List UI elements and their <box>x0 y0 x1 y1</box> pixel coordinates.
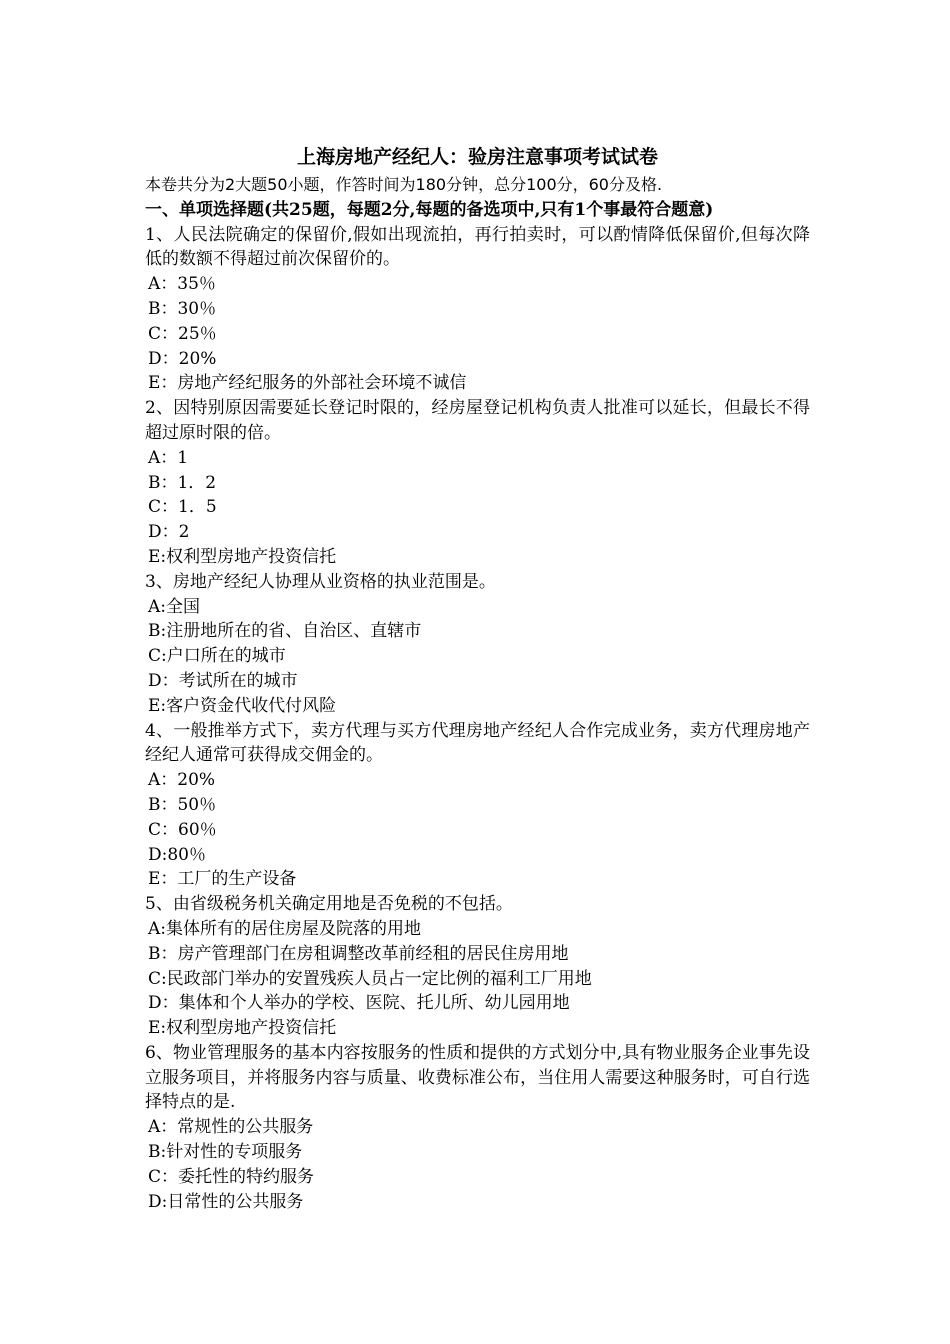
question-stem: 2、因特别原因需要延长登记时限的，经房屋登记机构负责人批准可以延长，但最长不得超过原时限的倍。 <box>145 398 810 443</box>
option-a: A:集体所有的居住房屋及院落的用地 <box>148 918 422 939</box>
question-stem: 6、物业管理服务的基本内容按服务的性质和提供的方式划分中,具有物业服务企业事先设立服务项目，并将服务内容与质量、收费标准公布，当住用人需要这种服务时，可自行选择特点的是. <box>145 1042 810 1113</box>
question-2 <box>145 396 810 570</box>
question-5 <box>145 892 810 1041</box>
question-3 <box>145 570 810 719</box>
question-4 <box>145 719 810 893</box>
option-b: B：房产管理部门在房租调整改革前经租的居民住房用地 <box>148 943 569 964</box>
question-stem: 5、由省级税务机关确定用地是否免税的不包括。 <box>145 894 513 915</box>
option-e: E:客户资金代收代付风险 <box>148 695 337 716</box>
option-b: B：50％ <box>148 794 217 815</box>
question-stem: 1、人民法院确定的保留价,假如出现流拍，再行拍卖时，可以酌情降低保留价,但每次降低的数额不得超过前次保留价的。 <box>145 224 810 270</box>
exam-intro: 本卷共分为2大题50小题，作答时间为180分钟，总分100分，60分及格. <box>145 175 663 194</box>
option-d: D:80％ <box>148 844 206 865</box>
question-stem: 3、房地产经纪人协理从业资格的执业范围是。 <box>145 571 496 592</box>
option-a: A：35％ <box>148 274 216 295</box>
option-a: A：1 <box>148 447 189 468</box>
option-c: C：25％ <box>148 323 217 344</box>
option-d: D：20% <box>148 348 217 369</box>
option-b: B:注册地所在的省、自治区、直辖市 <box>148 621 422 642</box>
option-c: C:民政部门举办的安置残疾人员占一定比例的福利工厂用地 <box>148 968 592 989</box>
question-6 <box>145 1041 810 1215</box>
option-c: C:户口所在的城市 <box>148 646 286 667</box>
exam-page <box>145 143 810 1214</box>
option-e: E:权利型房地产投资信托 <box>148 1018 337 1039</box>
option-e: E:权利型房地产投资信托 <box>148 546 337 567</box>
option-c: C：60％ <box>148 819 217 840</box>
option-a: A：常规性的公共服务 <box>148 1117 314 1138</box>
question-stem: 4、一般推举方式下，卖方代理与买方代理房地产经纪人合作完成业务，卖方代理房地产经纪人通常可获得成交佣金的。 <box>145 720 810 766</box>
option-b: B：1．2 <box>148 472 217 493</box>
option-d: D：考试所在的城市 <box>148 670 298 691</box>
option-b: B:针对性的专项服务 <box>148 1142 303 1163</box>
question-1 <box>145 223 810 397</box>
option-e: E：工厂的生产设备 <box>148 869 297 890</box>
option-d: D:日常性的公共服务 <box>148 1191 304 1212</box>
section-heading: 一、单项选择题(共25题，每题2分,每题的备选项中,只有1个事最符合题意) <box>145 199 714 220</box>
document-title: 上海房地产经纪人：验房注意事项考试试卷 <box>296 146 658 168</box>
option-c: C：1．5 <box>148 497 217 518</box>
option-d: D：集体和个人举办的学校、医院、托儿所、幼儿园用地 <box>148 993 570 1014</box>
option-b: B：30％ <box>148 298 217 319</box>
option-e: E：房地产经纪服务的外部社会环境不诚信 <box>148 373 467 394</box>
option-c: C：委托性的特约服务 <box>148 1166 315 1187</box>
option-d: D：2 <box>148 522 190 543</box>
option-a: A：20% <box>148 770 216 791</box>
option-a: A:全国 <box>148 596 201 617</box>
